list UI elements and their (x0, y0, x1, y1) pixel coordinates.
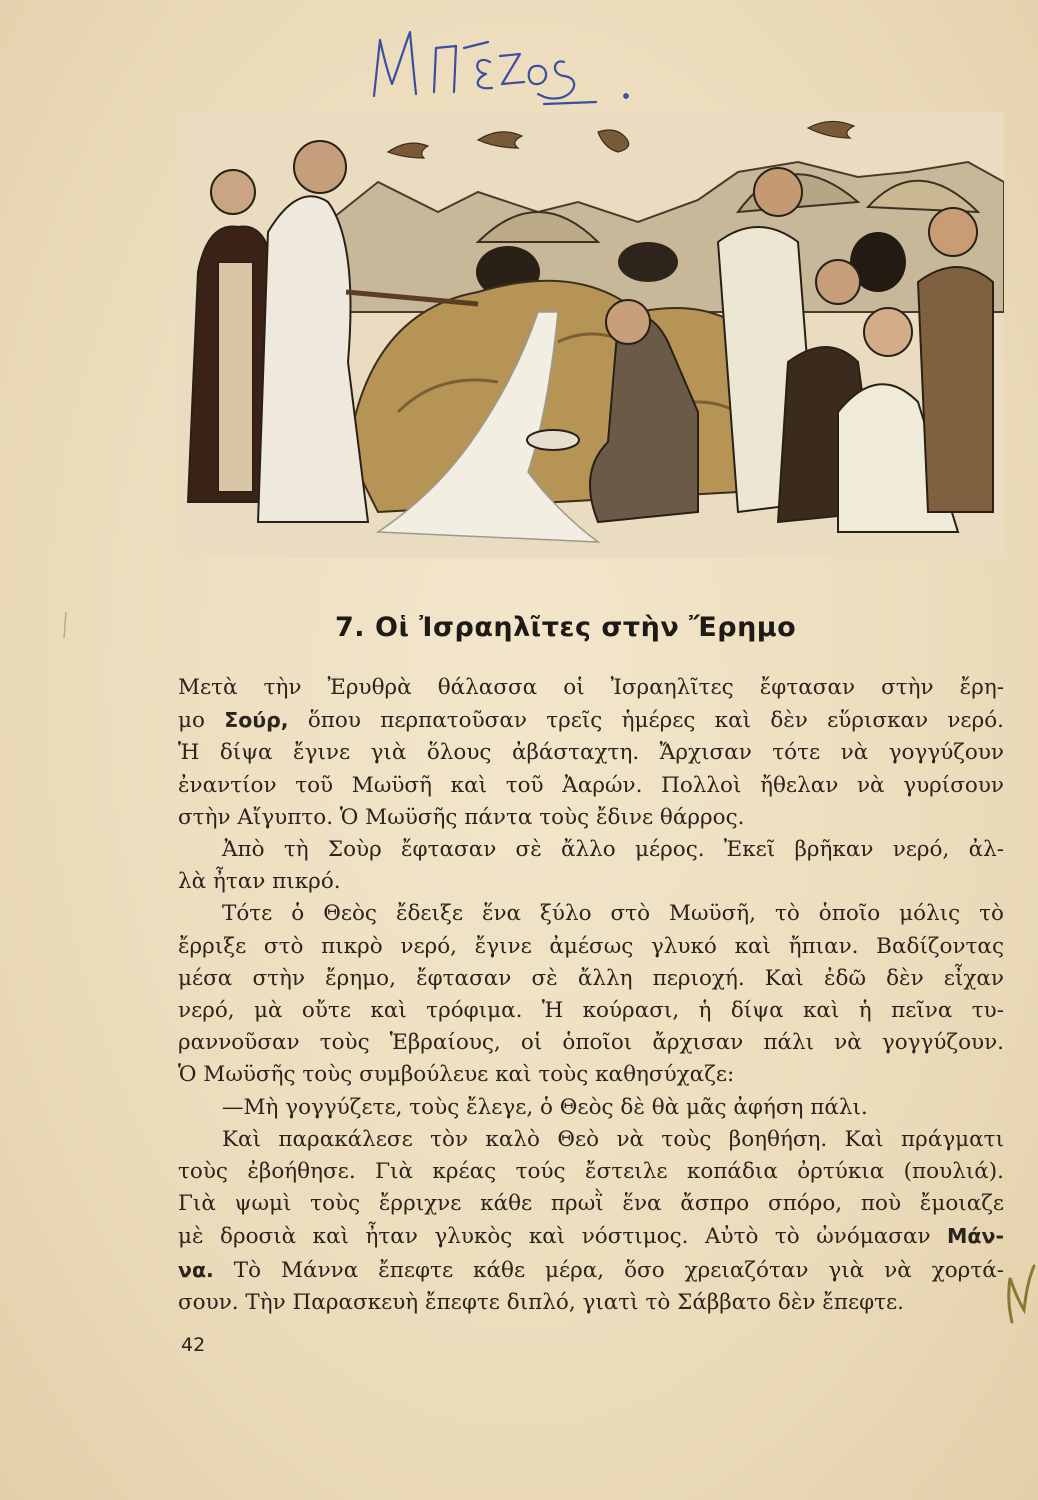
text-line (178, 1124, 1004, 1156)
text-run: ἐναντίον τοῦ Μωϋσῆ καὶ τοῦ Ἀαρών. Πολλοὶ ἤθελαν νὰ γυρίσουν (178, 772, 1004, 798)
text-run: ἔρριξε στὸ πικρὸ νερό, ἔγινε ἀμέσως γλυκό καὶ ἤπιαν. Βαδίζοντας (178, 933, 1004, 959)
page-number: 42 (181, 1334, 206, 1356)
bold-term: να. (178, 1257, 214, 1282)
text-line (178, 770, 1004, 802)
text-run: Ἀπὸ τὴ Σοὺρ ἔφτασαν σὲ ἄλλο μέρος. Ἐκεῖ βρῆκαν νερό, ἀλ- (222, 837, 1004, 863)
text-run: σουν. Τὴν Παρασκευὴ ἔπεφτε διπλό, γιατὶ τὸ Σάββατο δὲν ἔπεφτε. (178, 1289, 905, 1315)
text-run: Μετὰ τὴν Ἐρυθρὰ θάλασσα οἱ Ἰσραηλῖτες ἔφτασαν στὴν ἔρη- (178, 675, 1004, 700)
text-run: Τότε ὁ Θεὸς ἔδειξε ἕνα ξύλο στὸ Μωϋσῆ, τὸ ὁποῖο μόλις τὸ (222, 901, 1004, 927)
text-run: —Μὴ γογγύζετε, τοὺς ἔλεγε, ὁ Θεὸς δὲ θὰ μᾶς ἀφήση πάλι. (222, 1094, 868, 1120)
margin-handwritten-mark (1000, 1250, 1038, 1330)
text-line (178, 737, 1004, 769)
text-run: τοὺς ἐβοήθησε. Γιὰ κρέας τούς ἔστειλε κοπάδια ὀρτύκια (πουλιά). (178, 1159, 1004, 1185)
text-line (178, 1156, 1004, 1188)
text-line (178, 931, 1004, 963)
text-run: λὰ ἦταν πικρό. (178, 869, 341, 895)
handwritten-name-signature (368, 18, 668, 108)
text-line (178, 995, 1004, 1027)
text-run: ραννοῦσαν τοὺς Ἑβραίους, οἱ ὁποῖοι ἄρχισαν πάλι νὰ γογγύζουν. (178, 1030, 1004, 1056)
text-line (178, 898, 1004, 930)
bold-term: Μάν- (947, 1224, 1004, 1249)
text-line (178, 1059, 1004, 1091)
text-run: Ὁ Μωϋσῆς τοὺς συμβούλευε καὶ τοὺς καθησύχαζε: (178, 1062, 735, 1088)
text-run: Τὸ Μάννα ἔπεφτε κάθε μέρα, ὅσο χρειαζόταν γιὰ νὰ χορτά- (213, 1257, 1004, 1283)
text-run: μο (178, 708, 225, 734)
margin-scratch-mark (60, 610, 72, 640)
text-line (178, 1188, 1004, 1220)
text-line (178, 834, 1004, 866)
chapter-heading (335, 612, 796, 643)
chapter-body-text (178, 672, 1004, 1319)
bold-term: Σούρ, (224, 708, 289, 733)
text-run: Γιὰ ψωμὶ τοὺς ἔρριχνε κάθε πρωῒ ἕνα ἄσπρο σπόρο, ποὺ ἔμοιαζε (178, 1191, 1004, 1217)
text-line (178, 963, 1004, 995)
text-run: Καὶ παρακάλεσε τὸν καλὸ Θεὸ νὰ τοὺς βοηθήση. Καὶ πράγματι (222, 1126, 1004, 1152)
text-run: μέσα στὴν ἔρημο, ἔφτασαν σὲ ἄλλη περιοχή. Καὶ ἐδῶ δὲν εἶχαν (178, 965, 1004, 991)
text-line (178, 866, 1004, 898)
text-line (178, 1254, 1004, 1287)
text-line (178, 672, 1004, 704)
chapter-number: 7. (335, 612, 366, 643)
text-line (178, 704, 1004, 737)
text-run: στὴν Αἴγυπτο. Ὁ Μωϋσῆς πάντα τοὺς ἔδινε θάρρος. (178, 804, 745, 830)
text-line (178, 802, 1004, 834)
chapter-title: Οἱ Ἰσραηλῖτες στὴν Ἔρημο (375, 612, 797, 643)
text-line (178, 1287, 1004, 1319)
israelites-at-water-spring-illustration (178, 112, 1004, 558)
text-run: νερό, μὰ οὔτε καὶ τρόφιμα. Ἡ κούρασι, ἡ δίψα καὶ ἡ πεῖνα τυ- (178, 998, 1004, 1024)
text-run: Ἡ δίψα ἔγινε γιὰ ὅλους ἀβάσταχτη. Ἄρχισαν τότε νὰ γογγύζουν (178, 740, 1004, 766)
text-line (178, 1092, 1004, 1124)
text-line (178, 1220, 1004, 1253)
text-run: μὲ δροσιὰ καὶ ἦταν γλυκὸς καὶ νόστιμος. Αὐτὸ τὸ ὠνόμασαν (178, 1224, 948, 1250)
text-line (178, 1027, 1004, 1059)
text-run: ὅπου περπατοῦσαν τρεῖς ἡμέρες καὶ δὲν εὕρισκαν νερό. (288, 708, 1004, 734)
